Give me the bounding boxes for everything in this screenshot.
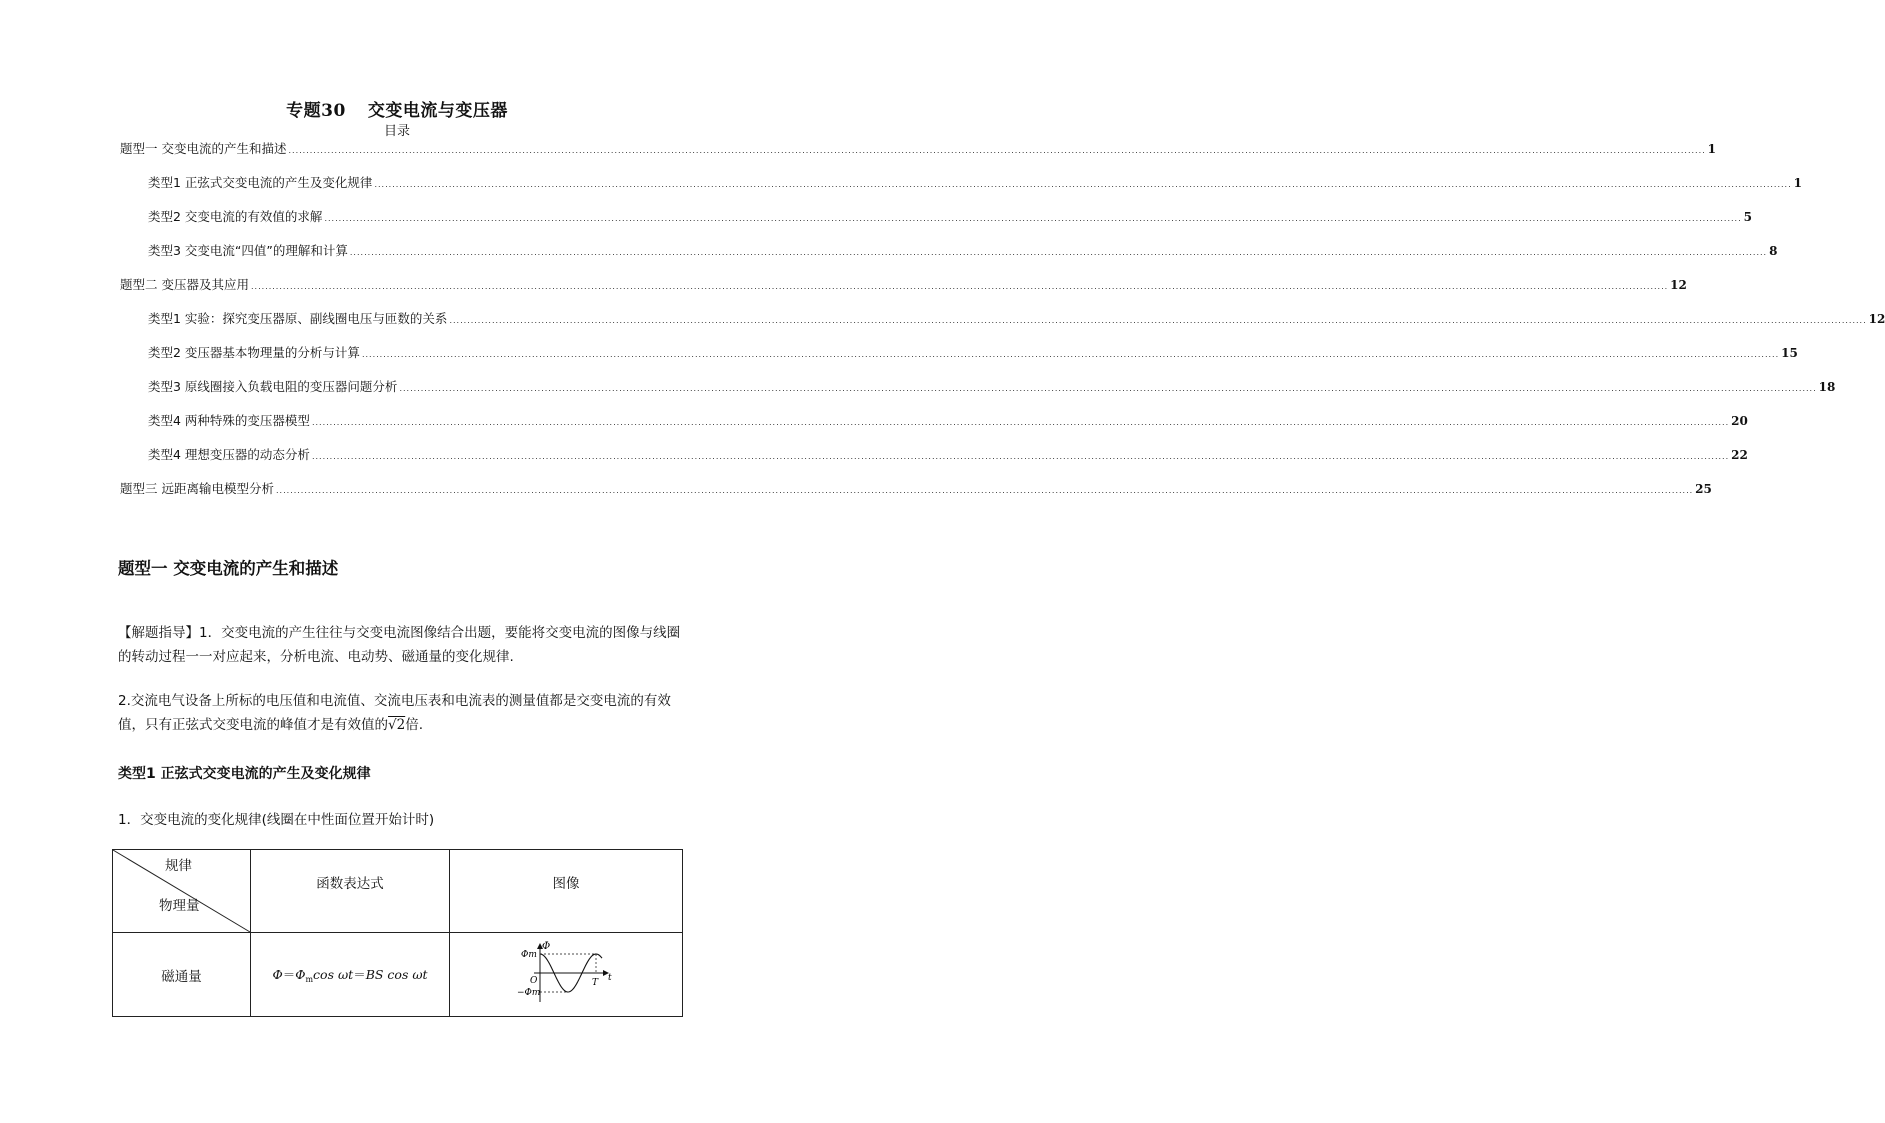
title-right: 交变电流与变压器 [367, 101, 508, 121]
toc-entry[interactable] [148, 413, 1748, 429]
toc-entry[interactable] [148, 243, 1778, 259]
toc-entry[interactable] [148, 209, 1752, 225]
law-table [112, 849, 683, 1017]
toc-leader-dots: ................................................................................................................................................................................................................................................................................................................................................................................................................ [361, 350, 1780, 359]
toc-entry-page: 12 [1670, 278, 1687, 292]
toc-leader-dots: ................................................................................................................................................................................................................................................................................................................................................................................................................ [399, 384, 1817, 393]
row-label-flux: 磁通量 [113, 933, 251, 1017]
toc-leader-dots: ................................................................................................................................................................................................................................................................................................................................................................................................................ [275, 486, 1694, 495]
list-item: 1．交变电流的变化规律(线圈在中性面位置开始计时) [118, 812, 435, 828]
svg-text:O: O [530, 975, 538, 986]
header-graph: 图像 [450, 850, 683, 933]
svg-text:t: t [608, 972, 612, 983]
toc-entry[interactable] [148, 175, 1802, 191]
toc-entry-label: 类型3 交变电流“四值”的理解和计算 [148, 243, 348, 258]
guidance-paragraph-1: 【解题指导】1．交变电流的产生往往与交变电流图像结合出题，要能将交变电流的图像与线圈的转动过程一一对应起来，分析电流、电动势、磁通量的变化规律. [118, 625, 681, 665]
toc-entry-page: 15 [1781, 346, 1798, 360]
toc-leader-dots: ................................................................................................................................................................................................................................................................................................................................................................................................................ [311, 418, 1730, 427]
document-title [0, 96, 794, 121]
toc-entry-label: 类型1 正弦式交变电流的产生及变化规律 [148, 175, 373, 190]
guidance-paragraph-2: 2.交流电气设备上所标的电压值和电流值、交流电压表和电流表的测量值都是交变电流的有效值，只有正弦式交变电流的峰值才是有效值的√2倍. [118, 693, 671, 733]
svg-text:Φm: Φm [521, 949, 537, 960]
toc-entry-label: 类型1 实验：探究变压器原、副线圈电压与匝数的关系 [148, 311, 448, 326]
toc-entry-label: 题型一 交变电流的产生和描述 [120, 141, 287, 156]
toc-leader-dots: ................................................................................................................................................................................................................................................................................................................................................................................................................ [250, 282, 1669, 291]
toc-leader-dots: ................................................................................................................................................................................................................................................................................................................................................................................................................ [311, 452, 1730, 461]
toc-entry-label: 类型4 两种特殊的变压器模型 [148, 413, 310, 428]
svg-text:T: T [592, 977, 599, 988]
toc-leader-dots: ................................................................................................................................................................................................................................................................................................................................................................................................................ [288, 146, 1706, 155]
toc-entry-label: 题型二 变压器及其应用 [120, 277, 249, 292]
toc-entry[interactable] [148, 345, 1798, 361]
toc-entry-page: 20 [1731, 414, 1748, 428]
toc-entry[interactable] [120, 141, 1717, 157]
diagonal-header-cell [113, 850, 251, 933]
toc-entry[interactable] [148, 379, 1836, 395]
toc-entry-label: 题型三 远距离输电模型分析 [120, 481, 274, 496]
svg-text:−Φm: −Φm [517, 987, 541, 998]
toc-leader-dots: ................................................................................................................................................................................................................................................................................................................................................................................................................ [374, 180, 1792, 189]
toc-entry-label: 类型4 理想变压器的动态分析 [148, 447, 310, 462]
flux-graph-cell [450, 933, 683, 1017]
toc-leader-dots: ................................................................................................................................................................................................................................................................................................................................................................................................................ [324, 214, 1742, 223]
toc-entry-page: 8 [1769, 244, 1778, 258]
toc-entry-page: 25 [1695, 482, 1712, 496]
toc-entry-label: 类型2 变压器基本物理量的分析与计算 [148, 345, 360, 360]
toc-entry-page: 12 [1868, 312, 1885, 326]
type-heading: 类型1 正弦式交变电流的产生及变化规律 [118, 766, 371, 782]
diag-top-label: 规律 [165, 858, 192, 874]
section-heading: 题型一 交变电流的产生和描述 [118, 559, 339, 578]
toc-entry-page: 1 [1707, 142, 1717, 156]
toc-entry[interactable] [148, 447, 1748, 463]
toc-entry-page: 1 [1793, 176, 1802, 190]
svg-text:Φ: Φ [542, 940, 551, 952]
flux-formula: $\Phi=\Phi_m\cos$ ωt＝BS cos ωt [272, 967, 428, 984]
toc-entry-page: 22 [1731, 448, 1748, 462]
toc-entry[interactable] [148, 311, 1885, 327]
sqrt-two: √2 [388, 717, 406, 733]
toc-leader-dots: ................................................................................................................................................................................................................................................................................................................................................................................................................ [449, 316, 1867, 325]
toc-leader-dots: ................................................................................................................................................................................................................................................................................................................................................................................................................ [349, 248, 1768, 257]
title-left: 专题30 [286, 101, 346, 121]
toc-entry-page: 5 [1743, 210, 1752, 224]
toc-entry-label: 类型3 原线圈接入负载电阻的变压器问题分析 [148, 379, 398, 394]
toc-entry-label: 类型2 交变电流的有效值的求解 [148, 209, 323, 224]
toc-entry[interactable] [120, 481, 1712, 497]
toc-heading: 目录 [383, 124, 410, 139]
header-formula: 函数表达式 [251, 850, 450, 933]
diag-bottom-label: 物理量 [159, 898, 200, 914]
flux-formula-cell [251, 933, 450, 1017]
flux-cosine-graph [516, 940, 616, 1006]
toc-entry[interactable] [120, 277, 1687, 293]
toc-entry-page: 18 [1818, 380, 1836, 394]
